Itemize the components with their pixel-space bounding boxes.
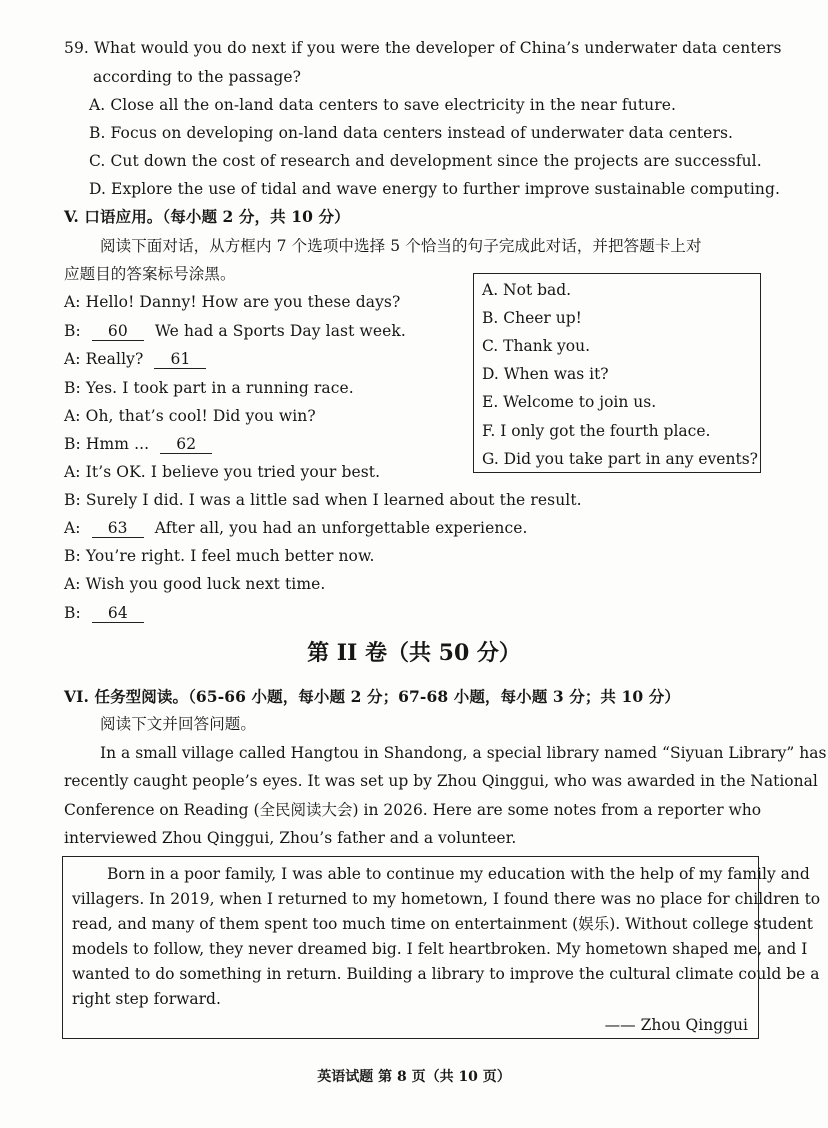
- passage-line-1: In a small village called Hangtou in Shandong, a special library named “Siyuan Library” has: [100, 744, 827, 762]
- dialogue-line-9: [64, 518, 528, 538]
- notes-line-1: Born in a poor family, I was able to continue my education with the help of my family and: [107, 865, 810, 883]
- notes-line-6: right step forward.: [72, 990, 221, 1008]
- answer-blank-62[interactable]: 62: [160, 435, 212, 454]
- notes-signature: —— Zhou Qinggui: [604, 1016, 748, 1034]
- answer-blank-64[interactable]: 64: [92, 604, 144, 623]
- passage-line-3: Conference on Reading (全民阅读大会) in 2026. Here are some notes from a reporter who: [64, 801, 762, 819]
- dialogue-line-1: A: Hello! Danny! How are you these days?: [64, 293, 401, 311]
- q59-option-c: C. Cut down the cost of research and development since the projects are successful.: [89, 152, 762, 170]
- dialogue-line-2: [64, 321, 406, 341]
- speaker-label: B:: [64, 604, 81, 622]
- choice-d: D. When was it?: [482, 365, 609, 383]
- dialogue-line-3: [64, 349, 206, 369]
- passage-line-2: recently caught people’s eyes. It was set up by Zhou Qinggui, who was awarded in the National: [64, 772, 818, 790]
- page-footer: 英语试题 第 8 页（共 10 页）: [317, 1069, 511, 1085]
- dialogue-line-12: [64, 603, 144, 623]
- notes-line-2: villagers. In 2019, when I returned to my hometown, I found there was no place for children to: [72, 890, 821, 908]
- passage-line-4: interviewed Zhou Qinggui, Zhou’s father and a volunteer.: [64, 829, 517, 847]
- notes-line-4: models to follow, they never dreamed big. I felt heartbroken. My hometown shaped me, and I: [72, 940, 808, 958]
- q59-stem-line1: 59. What would you do next if you were the developer of China’s underwater data centers: [64, 39, 782, 57]
- dialogue-text: A: Really?: [64, 350, 144, 368]
- dialogue-line-4: B: Yes. I took part in a running race.: [64, 379, 354, 397]
- choice-e: E. Welcome to join us.: [482, 393, 657, 411]
- dialogue-line-5: A: Oh, that’s cool! Did you win?: [64, 407, 316, 425]
- q59-option-d: D. Explore the use of tidal and wave energy to further improve sustainable computing.: [89, 180, 781, 198]
- interview-notes-box: [62, 856, 821, 1039]
- part2-title: 第 II 卷（共 50 分）: [307, 640, 521, 666]
- speaker-label: A:: [64, 519, 81, 537]
- choice-f: F. I only got the fourth place.: [482, 422, 711, 440]
- dialogue-line-8: B: Surely I did. I was a little sad when I learned about the result.: [64, 491, 582, 509]
- section5-instructions-line2: 应题目的答案标号涂黑。: [64, 265, 236, 283]
- dialogue-text: B: Hmm ...: [64, 435, 150, 453]
- dialogue-line-7: A: It’s OK. I believe you tried your best.: [64, 463, 381, 481]
- choice-a: A. Not bad.: [482, 281, 572, 299]
- section6-instructions: 阅读下文并回答问题。: [100, 715, 257, 733]
- dialogue-line-6: [64, 434, 212, 454]
- choice-b: B. Cheer up!: [482, 309, 582, 327]
- choice-g: G. Did you take part in any events?: [482, 450, 758, 468]
- q59-option-a: A. Close all the on-land data centers to save electricity in the near future.: [89, 96, 677, 114]
- choice-c: C. Thank you.: [482, 337, 591, 355]
- answer-blank-60[interactable]: 60: [92, 322, 144, 341]
- answer-blank-63[interactable]: 63: [92, 519, 144, 538]
- notes-line-3: read, and many of them spent too much time on entertainment (娱乐). Without college student: [72, 915, 814, 933]
- speaker-label: B:: [64, 322, 81, 340]
- dialogue-text: We had a Sports Day last week.: [154, 322, 406, 340]
- q59-option-b: B. Focus on developing on-land data centers instead of underwater data centers.: [89, 124, 734, 142]
- dialogue-text: After all, you had an unforgettable experience.: [154, 519, 528, 537]
- section6-heading: VI. 任务型阅读。（65-66 小题，每小题 2 分；67-68 小题，每小题 3 分；共 10 分）: [64, 687, 680, 706]
- notes-line-5: wanted to do something in return. Building a library to improve the cultural climate could be a: [72, 965, 820, 983]
- dialogue-line-10: B: You’re right. I feel much better now.: [64, 547, 375, 565]
- answer-blank-61[interactable]: 61: [154, 350, 206, 369]
- q59-stem-line2: according to the passage?: [93, 68, 302, 86]
- section5-instructions-line1: 阅读下面对话，从方框内 7 个选项中选择 5 个恰当的句子完成此对话，并把答题卡上对: [100, 237, 702, 255]
- section5-heading: V. 口语应用。（每小题 2 分，共 10 分）: [64, 207, 350, 226]
- dialogue-line-11: A: Wish you good luck next time.: [64, 575, 326, 593]
- options-box: [473, 273, 761, 473]
